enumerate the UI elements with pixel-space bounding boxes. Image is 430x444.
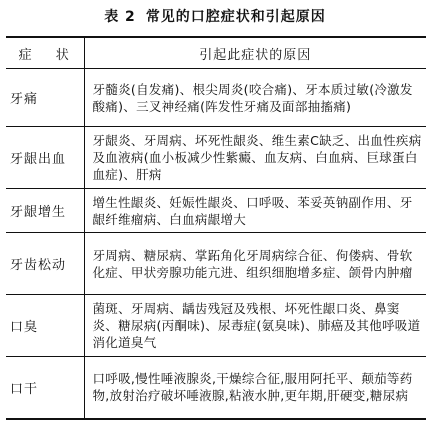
symptom-cell: 口干 — [6, 357, 84, 419]
table-header-row — [6, 37, 426, 69]
cause-cell: 牙龈炎、牙周病、坏死性龈炎、维生素C缺乏、出血性疾病及血液病(血小板减少性紫癜、血友病、白血病、巨球蛋白血症)、肝病 — [92, 133, 422, 182]
caption-title: 常见的口腔症状和引起原因 — [145, 9, 326, 25]
cause-cell: 增生性龈炎、妊娠性龈炎、口呼吸、苯妥英钠副作用、牙龈纤维瘤病、白血病龈增大 — [92, 194, 413, 227]
header-cause: 引起此症状的原因 — [199, 47, 312, 63]
symptom-cell: 牙龈增生 — [6, 189, 84, 233]
caption-number: 表 2 — [104, 9, 136, 25]
symptom-cause-table — [6, 36, 426, 420]
table-row — [6, 189, 426, 233]
table-row — [6, 233, 426, 295]
symptom-cell: 牙齿松动 — [6, 233, 84, 295]
cause-cell: 口呼吸,慢性唾液腺炎,干燥综合征,服用阿托平、颠茄等药物,放射治疗破坏唾液腺,粘液水肿,更年期,肝硬变,糖尿病 — [92, 371, 413, 404]
table-row — [6, 295, 426, 357]
symptom-cell: 牙痛 — [6, 69, 84, 127]
header-symptom: 症 状 — [6, 37, 84, 69]
symptom-cell: 口臭 — [6, 295, 84, 357]
table-row — [6, 357, 426, 419]
cause-cell: 牙髓炎(自发痛)、根尖周炎(咬合痛)、牙本质过敏(冷激发酸痛)、三叉神经痛(阵发性牙痛及面部抽搐痛) — [92, 81, 413, 114]
symptom-cell: 牙龈出血 — [6, 127, 84, 189]
table-caption — [0, 6, 430, 26]
table-row — [6, 69, 426, 127]
table-row — [6, 127, 426, 189]
cause-cell: 菌斑、牙周病、龋齿残冠及残根、坏死性龈口炎、鼻窦炎、糖尿病(丙酮味)、尿毒症(氨臭味)、肺癌及其他呼吸道消化道臭气 — [92, 301, 421, 350]
cause-cell: 牙周病、糖尿病、掌跖角化牙周病综合征、佝偻病、骨软化症、甲状旁腺功能亢进、组织细胞增多症、颌骨内肿瘤 — [92, 247, 413, 280]
